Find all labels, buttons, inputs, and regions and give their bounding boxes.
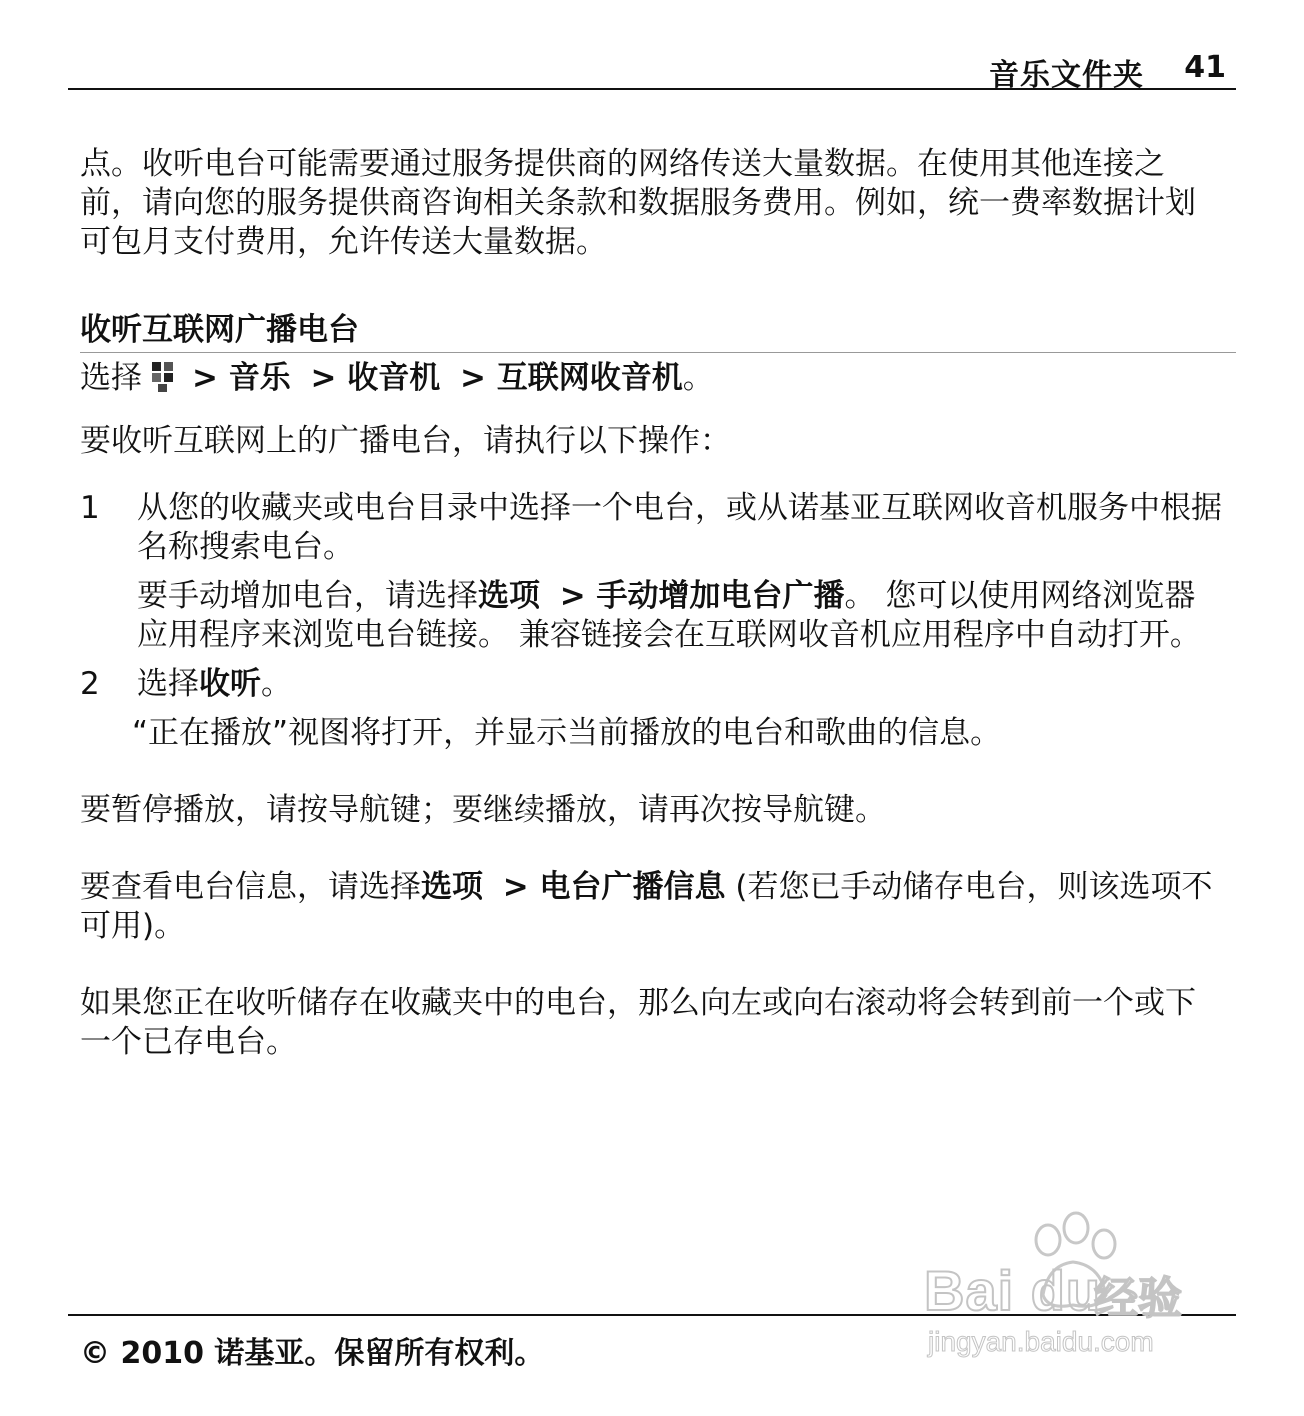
- watermark: [918, 1210, 1238, 1370]
- info-text-2: (若您已手动储存电台，则该选项不可用)。: [80, 869, 1213, 944]
- info-paragraph: [80, 868, 1225, 946]
- note-text-2: 。 您可以使用网络浏览器应用程序来浏览电台链接。 兼容链接会在互联网收音机应用程序中自动打开。: [137, 578, 1201, 653]
- info-text-1: 要查看电台信息，请选择: [80, 869, 421, 905]
- section-heading: 收听互联网广播电台: [80, 310, 1236, 353]
- note-text-1: 要手动增加电台，请选择: [137, 578, 478, 614]
- scroll-paragraph: 如果您正在收听储存在收藏夹中的电台，那么向左或向右滚动将会转到前一个或下一个已存电台。: [80, 985, 1196, 1060]
- option-listen: 收听: [199, 666, 261, 702]
- watermark-url: jingyan.baidu.com: [928, 1326, 1154, 1357]
- step-note: “正在播放”视图将打开，并显示当前播放的电台和歌曲的信息。: [132, 715, 1002, 751]
- step-number: 2: [80, 666, 100, 702]
- step-suffix: 。: [261, 666, 292, 702]
- step-number: 1: [80, 490, 100, 526]
- list-item: [80, 665, 1225, 704]
- option-options: 选项: [421, 869, 483, 905]
- watermark-brand-cn: 经验: [1094, 1273, 1182, 1324]
- step-text: 从您的收藏夹或电台目录中选择一个电台，或从诺基亚互联网收音机服务中根据名称搜索电台。: [137, 490, 1222, 565]
- lead-paragraph: 要收听互联网上的广播电台，请执行以下操作：: [80, 423, 731, 459]
- navigation-path: [80, 359, 1225, 398]
- pause-paragraph: 要暂停播放，请按导航键；要继续播放，请再次按导航键。: [80, 792, 886, 828]
- option-options: 选项: [478, 578, 540, 614]
- header-title: 音乐文件夹: [989, 58, 1144, 93]
- page-header: [68, 40, 1236, 93]
- step-note: [80, 577, 1225, 655]
- page-content: [80, 145, 1225, 1062]
- list-item: [80, 489, 1225, 567]
- step-prefix: 选择: [137, 666, 199, 702]
- option-add-station: > 手动增加电台广播: [559, 578, 845, 614]
- page-number: 41: [1184, 50, 1226, 85]
- path-suffix: 。: [682, 360, 714, 396]
- copyright: © 2010 诺基亚。保留所有权利。: [80, 1336, 545, 1371]
- path-step-internet-radio: > 互联网收音机: [460, 360, 683, 396]
- intro-paragraph: 点。收听电台可能需要通过服务提供商的网络传送大量数据。在使用其他连接之前，请向您的服务提供商咨询相关条款和数据服务费用。例如，统一费率数据计划可包月支付费用，允许传送大量数据。: [80, 146, 1196, 260]
- watermark-brand: Bai du: [924, 1259, 1102, 1322]
- path-step-music: > 音乐: [192, 360, 291, 396]
- path-prefix: 选择: [80, 360, 142, 396]
- option-station-info: > 电台广播信息: [502, 869, 726, 905]
- path-step-radio: > 收音机: [310, 360, 441, 396]
- menu-key-icon: [150, 360, 176, 394]
